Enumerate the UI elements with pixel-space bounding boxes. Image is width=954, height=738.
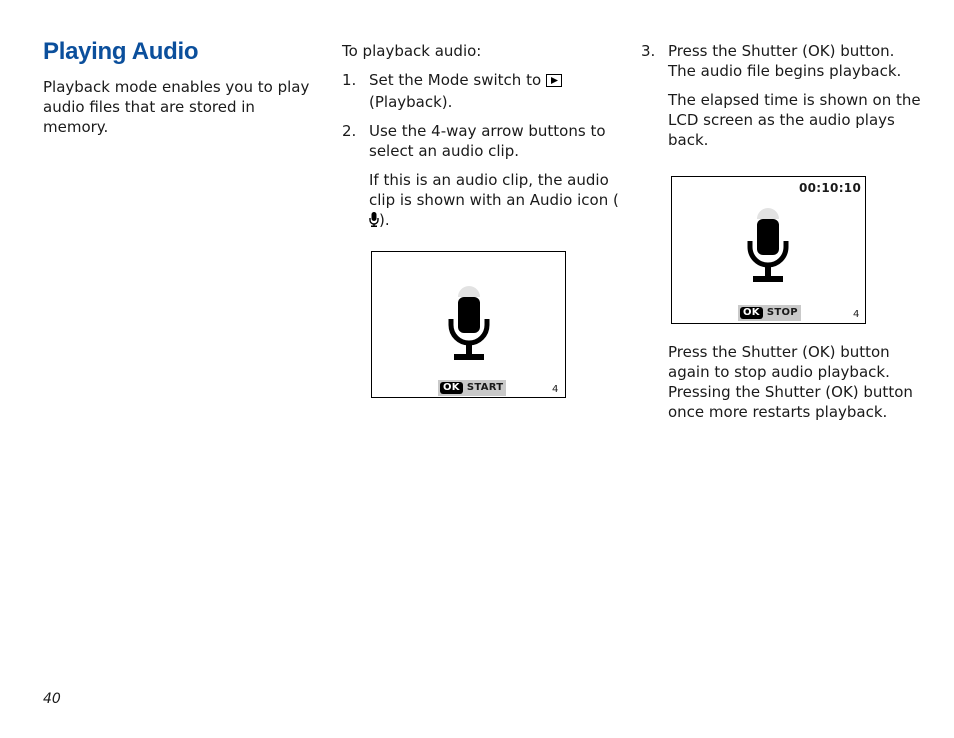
step-1 (342, 70, 622, 112)
frame-number: 4 (552, 384, 559, 395)
step-2-note: If this is an audio clip, the audio clip is shown with an Audio icon (). (342, 170, 622, 232)
closing-note (668, 342, 918, 422)
step-number: 3. (641, 42, 656, 60)
procedure-lead: To playback audio: (342, 42, 482, 60)
intro-paragraph: Playback mode enables you to play audio files that are stored in memory. (43, 78, 310, 136)
microphone-icon (369, 212, 379, 232)
ok-button-label: OK (740, 307, 763, 319)
ok-button-label: OK (440, 382, 463, 394)
lcd-screen-start (371, 251, 566, 398)
playback-icon (546, 72, 562, 92)
microphone-icon (745, 207, 791, 285)
procedure-column-2 (641, 41, 921, 150)
step-text: Use the 4-way arrow buttons to select an audio clip. (369, 122, 606, 160)
elapsed-time: 00:10:10 (799, 181, 862, 195)
step-2 (342, 121, 622, 161)
step-text: Set the Mode switch to (369, 71, 542, 89)
frame-number: 4 (853, 309, 860, 320)
step-number: 1. (342, 71, 357, 89)
step-3 (641, 41, 921, 81)
step-3-note: The elapsed time is shown on the LCD screen as the audio plays back. (668, 91, 921, 149)
closing-paragraph: Press the Shutter (OK) button again to stop audio playback. Pressing the Shutter (OK) button once more restarts playback. (668, 343, 913, 421)
intro-column (43, 77, 318, 137)
start-softkey (438, 380, 506, 396)
stop-softkey (738, 305, 801, 321)
softkey-action-label: START (466, 382, 504, 393)
softkey-action-label: STOP (766, 307, 798, 318)
step-text: Press the Shutter (OK) button. The audio file begins playback. (668, 42, 902, 80)
step-number: 2. (342, 122, 357, 140)
lcd-screen-stop (671, 176, 866, 324)
microphone-icon (446, 285, 492, 363)
step-text-cont: (Playback). (369, 93, 453, 111)
page-number: 40 (43, 691, 61, 707)
procedure-column-1 (342, 41, 622, 232)
page-title: Playing Audio (43, 38, 199, 65)
